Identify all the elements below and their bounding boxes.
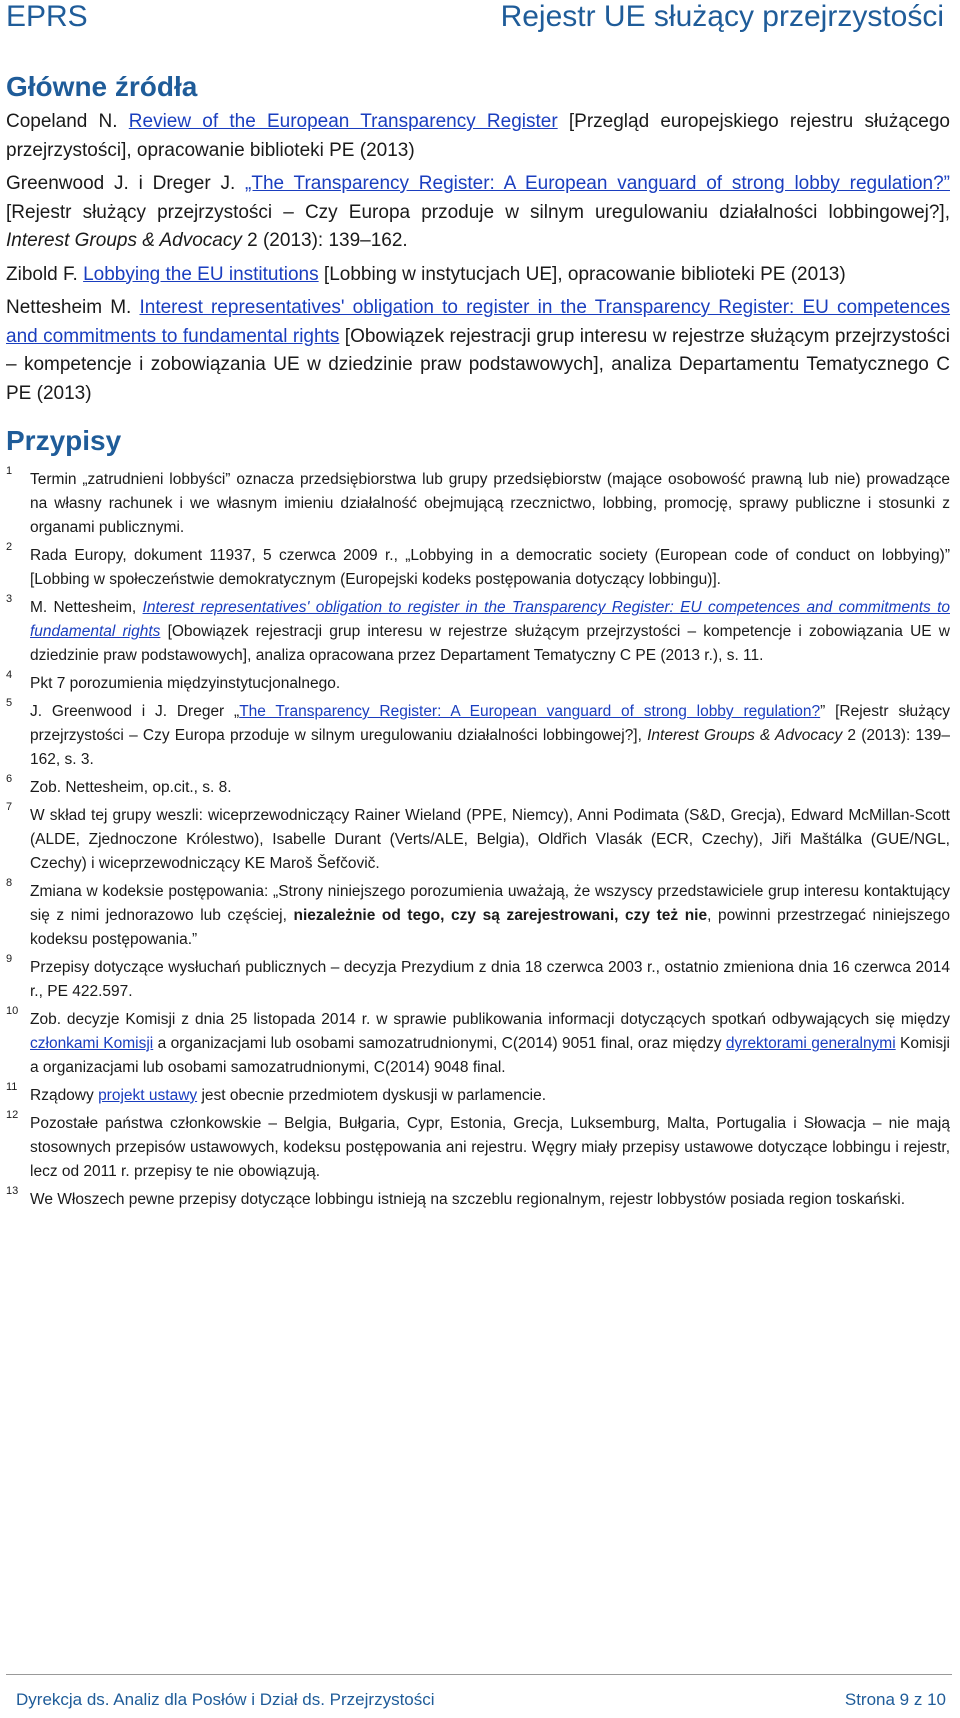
footnote-body — [30, 1008, 950, 1080]
footnote-number: 8 — [6, 877, 13, 889]
footnote-text: Rada Europy, dokument 11937, 5 czerwca 2009 r., „Lobbying in a democratic society (European code of conduct on lobbying)” [Lobbing w społeczeństwie demokratycznym (Europejski kodeks postępowania dotyczący lobbingu)]. — [30, 547, 950, 588]
footer-divider — [6, 1674, 952, 1675]
footnote-text: We Włoszech pewne przepisy dotyczące lobbingu istnieją na szczeblu regionalnym, rejestr lobbystów posiada region toskański. — [30, 1191, 906, 1208]
footnote — [6, 877, 950, 952]
source-link[interactable]: Lobbying the EU institutions — [83, 263, 319, 285]
source-greenwood — [6, 170, 950, 256]
footnote-text: Komisji a organizacjami lub osobami samozatrudnionymi, C(2014) 9048 final. — [30, 1035, 950, 1076]
journal-title: Interest Groups & Advocacy — [6, 230, 242, 251]
footnote-text: W skład tej grupy weszli: wiceprzewodniczący Rainer Wieland (PPE, Niemcy), Anni Podimata (S&D, Grecja), Edward McMillan-Scott (ALDE, Zjednoczone Królestwo), Isabelle Durant (Verts/ALE, Belgia), Oldřich Vlasák (ECR, Czechy), Jiři Maštálka (GUE/NGL, Czechy) i wiceprzewodniczący KE Maroš Šefčovič. — [30, 807, 950, 872]
footnote-body — [30, 596, 950, 668]
source-text: [Przegląd europejskiego rejestru służącego przejrzystości], opracowanie biblioteki PE (2013) — [6, 111, 951, 161]
page-header — [0, 0, 960, 40]
footnote-text: 2 (2013): 139–162, s. 3. — [30, 727, 950, 768]
footnote-text: Zmiana w kodeksie postępowania: „Strony niniejszego porozumienia uważają, że wszyscy przedstawiciele grup interesu kontaktujący się z nimi jednorazowo lub częściej, — [30, 883, 950, 924]
footnote — [6, 1109, 950, 1184]
footnote-number: 1 — [6, 465, 13, 477]
footnote-text: jest obecnie przedmiotem dyskusji w parlamencie. — [197, 1087, 547, 1104]
footnote-number: 4 — [6, 669, 13, 681]
header-title: Rejestr UE służący przejrzystości — [500, 0, 944, 33]
header-left: EPRS — [6, 0, 88, 33]
source-link[interactable]: Interest representatives' obligation to register in the Transparency Register: EU competences and commitments to fundamental rights — [6, 297, 951, 347]
source-text: [Rejestr służący przejrzystości – Czy Europa przoduje w silnym uregulowaniu działalności lobbingowej?], — [6, 201, 950, 223]
footnote — [6, 953, 950, 1004]
source-text: Zibold F. — [6, 263, 84, 285]
footnote-text: , powinni przestrzegać niniejszego kodeksu postępowania.” — [30, 907, 950, 948]
footnote-text: Rządowy — [30, 1087, 99, 1104]
footnote-text: [Obowiązek rejestracji grup interesu w rejestrze służącym przejrzystości – kompetencje i zobowiązania UE w dziedzinie praw podstawowych], analiza opracowana przez Departament Tematyczny C PE (2013 r.), s. 11. — [30, 623, 950, 664]
footnote-number: 3 — [6, 593, 13, 605]
source-text: 2 (2013): 139–162. — [241, 230, 408, 251]
footnote-number: 6 — [6, 773, 13, 785]
journal-title: Interest Groups & Advocacy — [647, 727, 843, 744]
footnote-link[interactable]: członkami Komisji — [30, 1035, 154, 1052]
source-zibold — [6, 261, 950, 290]
footnote-text: ” [Rejestr służący przejrzystości – Czy Europa przoduje w silnym uregulowaniu działalności lobbingowej?], — [30, 703, 950, 744]
footnote-body — [30, 1084, 950, 1108]
source-copeland — [6, 108, 950, 165]
footnote-link[interactable]: dyrektorami generalnymi — [725, 1035, 896, 1052]
footnote-number: 13 — [6, 1185, 19, 1197]
footnote — [6, 465, 950, 540]
source-text: Nettesheim M. — [6, 297, 140, 318]
footnote-text: Przepisy dotyczące wysłuchań publicznych – decyzja Prezydium z dnia 18 czerwca 2003 r., ostatnio zmieniona dnia 16 czerwca 2014 r., PE 422.597. — [30, 959, 950, 1000]
footnote-link[interactable]: The Transparency Register: A European vanguard of strong lobby regulation? — [239, 703, 821, 720]
footnote-number: 7 — [6, 801, 13, 813]
footnote-text: Zob. decyzje Komisji z dnia 25 listopada 2014 r. w sprawie publikowania informacji dotyczących spotkań odbywających się między — [30, 1011, 950, 1028]
footnote-emphasis: niezależnie od tego, czy są zarejestrowani, czy też nie — [293, 907, 708, 924]
footnote-body — [30, 880, 950, 952]
source-link[interactable]: Review of the European Transparency Register — [128, 111, 558, 132]
footnote-text: J. Greenwood i J. Dreger „ — [30, 703, 240, 720]
footnote-number: 12 — [6, 1109, 19, 1121]
footnotes-heading: Przypisy — [6, 425, 122, 456]
footnote — [6, 697, 950, 772]
source-link[interactable]: „The Transparency Register: A European vanguard of strong lobby regulation?” — [245, 173, 950, 194]
sources-heading: Główne źródła — [6, 71, 198, 102]
footnote — [6, 773, 950, 800]
footnote-body — [30, 700, 950, 772]
footnote — [6, 593, 950, 668]
source-text: [Obowiązek rejestracji grup interesu w rejestrze służącym przejrzystości – kompetencje i zobowiązania UE w dziedzinie praw podstawowych], analiza Departamentu Tematycznego C PE (2013) — [6, 325, 950, 404]
footnote-text: Pkt 7 porozumienia międzyinstytucjonalnego. — [30, 675, 341, 692]
page-content — [6, 68, 950, 1216]
page-footer — [16, 1690, 946, 1714]
source-nettesheim — [6, 294, 950, 408]
footnote-link[interactable]: projekt ustawy — [98, 1087, 198, 1104]
footnote-text: Zob. Nettesheim, op.cit., s. 8. — [30, 779, 232, 796]
footnote-number: 5 — [6, 697, 13, 709]
footnote-text: M. Nettesheim, — [30, 599, 143, 616]
source-text: Greenwood J. i Dreger J. — [6, 173, 246, 194]
footnote — [6, 801, 950, 876]
page-number: Strona 9 z 10 — [844, 1690, 946, 1709]
source-text: [Lobbing w instytucjach UE], opracowanie biblioteki PE (2013) — [318, 263, 846, 285]
footnote — [6, 541, 950, 592]
footnote — [6, 669, 950, 696]
footnote — [6, 1185, 950, 1212]
footnote-number: 10 — [6, 1005, 19, 1017]
footnote-number: 11 — [6, 1081, 18, 1093]
footnote-number: 2 — [6, 541, 13, 553]
footnote-number: 9 — [6, 953, 13, 965]
footnote — [6, 1005, 950, 1080]
footer-department: Dyrekcja ds. Analiz dla Posłów i Dział ds. Przejrzystości — [16, 1690, 435, 1709]
footnote-text: a organizacjami lub osobami samozatrudnionymi, C(2014) 9051 final, oraz między — [153, 1035, 726, 1052]
footnote-text: Termin „zatrudnieni lobbyści” oznacza przedsiębiorstwa lub grupy przedsiębiorstw (mające osobowość prawną lub nie) prowadzące na własny rachunek i we własnym imieniu działalność obejmującą rzecznictwo, lobbing, promocję, sprawy publiczne i stosunki z organami publicznymi. — [30, 471, 950, 536]
footnote-text: Pozostałe państwa członkowskie – Belgia, Bułgaria, Cypr, Estonia, Grecja, Luksemburg, Malta, Portugalia i Słowacja – nie mają stosownych przepisów ustawowych, kodeksu postępowania ani rejestru. Węgry miały przepisy ustawowe dotyczące lobbingu i rejestr, lecz od 2011 r. przepisy te nie obowiązują. — [30, 1115, 950, 1180]
source-text: Copeland N. — [6, 111, 129, 132]
footnote — [6, 1081, 950, 1108]
footnote-link[interactable]: Interest representatives' obligation to register in the Transparency Register: EU competences and commitments to fundamental rights — [30, 599, 950, 640]
